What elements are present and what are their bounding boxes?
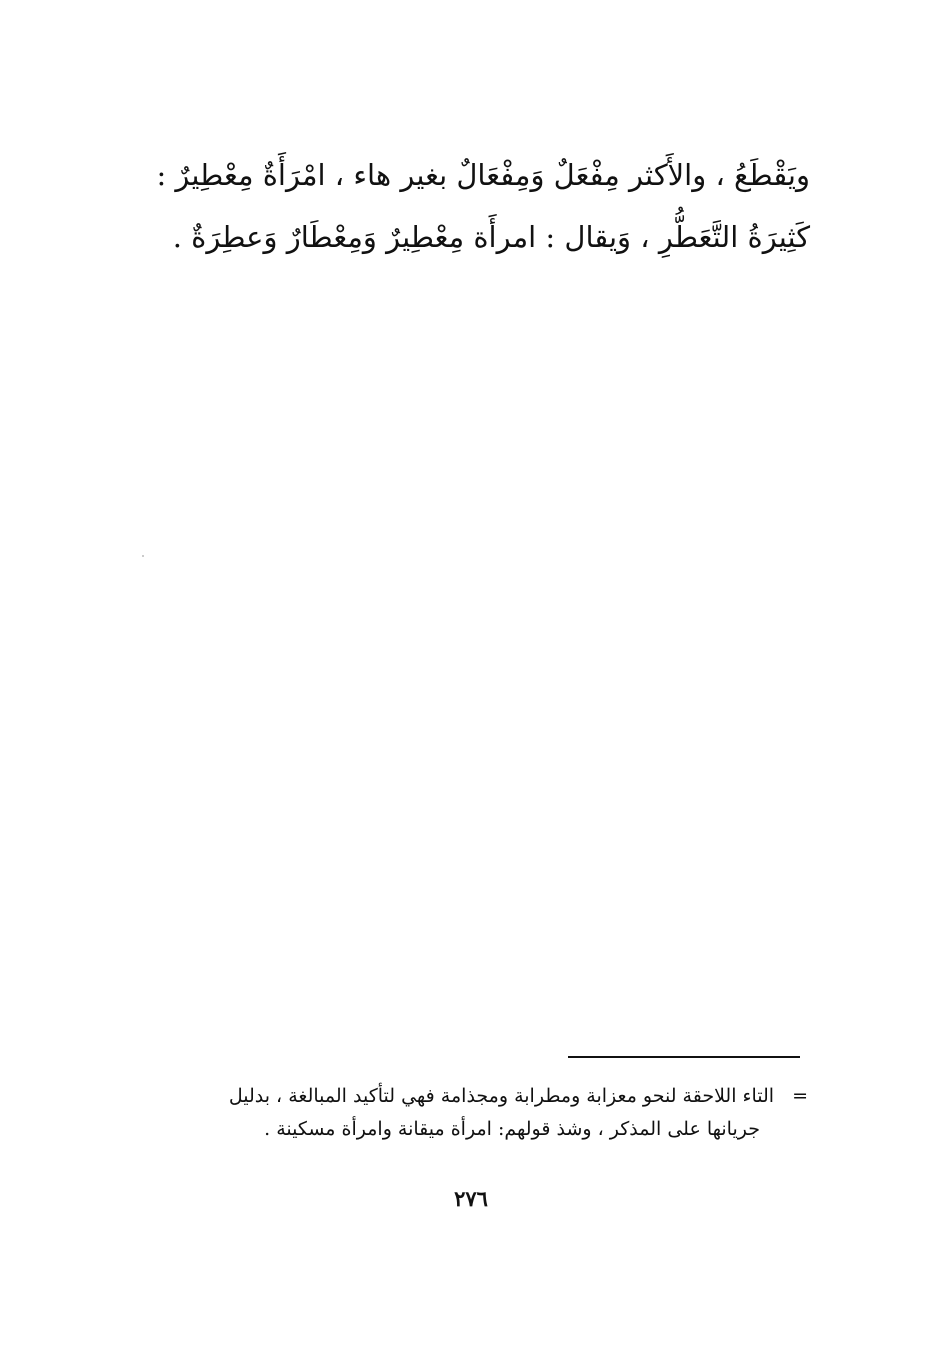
footnote-line-text: التاء اللاحقة لنحو معزابة ومطرابة ومجذامة فهي لتأكيد المبالغة ، بدليل bbox=[228, 1085, 775, 1107]
main-text-line: كَثِيرَةُ التَّعَطُّرِ ، وَيقال : امرأَة مِعْطِيرٌ وَمِعْطَارٌ وَعطِرَةٌ . bbox=[172, 220, 810, 254]
scan-speck bbox=[142, 555, 144, 557]
main-text-line: ويَقْطَعُ ، والأَكثر مِفْعَلٌ وَمِفْعَالٌ بغير هاء ، امْرَأَةٌ مِعْطِيرٌ : bbox=[156, 158, 810, 192]
footnote-marker: = bbox=[792, 1085, 808, 1107]
footnote-line: جريانها على المذكر ، وشذ قولهم: امرأة ميقانة وامرأة مسكينة . bbox=[264, 1118, 760, 1140]
footnote-line bbox=[128, 1080, 808, 1113]
footnote-block bbox=[128, 1080, 808, 1146]
main-text-block bbox=[120, 144, 810, 268]
footnote-separator bbox=[568, 1056, 800, 1058]
page-number: ٢٧٦ bbox=[454, 1186, 488, 1211]
